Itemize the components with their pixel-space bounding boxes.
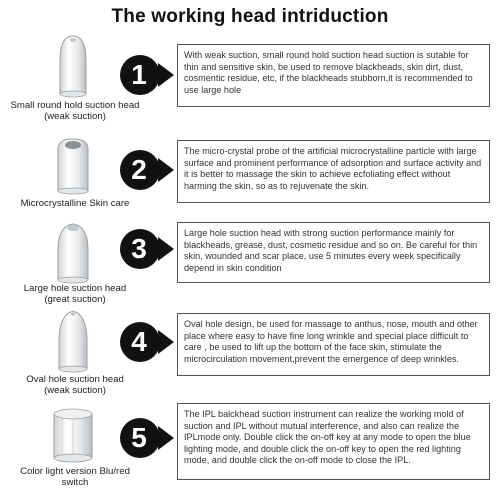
page-title: The working head intriduction [111,6,389,27]
caption-line: switch [61,477,89,488]
description-box-3: Large hole suction head with strong suction performance mainly for blackheads, grease, dust, cosmetic residue and so on. Be careful for thin skin, wounded and scar place, use 5 minutes every week specifically depend in skin condition [177,222,490,283]
badge-number: 3 [131,233,147,264]
caption-line: Oval hole suction head [26,374,124,385]
color-light-head-icon [38,396,108,466]
microcrystal-head-icon [38,127,108,197]
caption-item-4 [0,374,150,396]
arrow-right-icon [158,158,174,182]
number-badge-4 [120,322,160,362]
number-badge-5 [120,418,160,458]
caption-item-2 [0,198,150,209]
number-badge-2 [120,150,160,190]
description-box-5: The IPL balckhead suction instrument can realize the working mold of suction and IPL without mutual interference, and also can realize the IPLmode only. Double click the on-off key at any mode to open the blue lighting mode, and double click the on-off key to open the red lighting mode, and double click the on-off mode to close the IPL. [177,403,490,480]
caption-line: (weak suction) [44,385,106,396]
description-box-4: Oval hole design, be used for massage to anthus, nose, mouth and other place where easy to have fine long wrinkle and special place difficult to care , be used to lift up the bottom of the face skin, stimulate the microcirculation movement,prevent the emergence of deep wrinkles. [177,313,490,376]
arrow-right-icon [158,426,174,450]
arrow-right-icon [158,63,174,87]
suction-head-round-icon [38,30,108,100]
badge-number: 5 [131,422,147,453]
caption-line: Small round hold suction head [10,100,140,111]
badge-number: 4 [131,326,147,357]
badge-number: 2 [131,154,147,185]
suction-head-oval-icon [38,305,108,375]
suction-head-large-icon [38,216,108,286]
description-box-2: The micro-crystal probe of the artificial microcrystalline particle with large surface and prominent performance of adsorption and surface activity and it is better to massage the skin to achieve ecfoliating effect without harming the skin, so as to rejuvenate the skin. [177,140,490,203]
description-box-1: With weak suction, small round hold suction head suction is sutable for thin and sensitive skin, be used to remove blackheads, skin dirt, dust, cosmentic residue, etc, if the blackheads stubborn,it is recommended to use large hole [177,44,490,107]
arrow-right-icon [158,330,174,354]
caption-line: (great suction) [44,294,106,305]
arrow-right-icon [158,237,174,261]
caption-item-1 [0,100,150,122]
number-badge-1 [120,55,160,95]
caption-line: Microcrystalline Skin care [20,198,130,209]
caption-line: Color light version Blu/red [20,466,130,477]
number-badge-3 [120,229,160,269]
caption-item-5 [0,466,150,488]
caption-line: (weak suction) [44,111,106,122]
caption-item-3 [0,283,150,305]
caption-line: Large hole suction head [23,283,127,294]
badge-number: 1 [131,59,147,90]
